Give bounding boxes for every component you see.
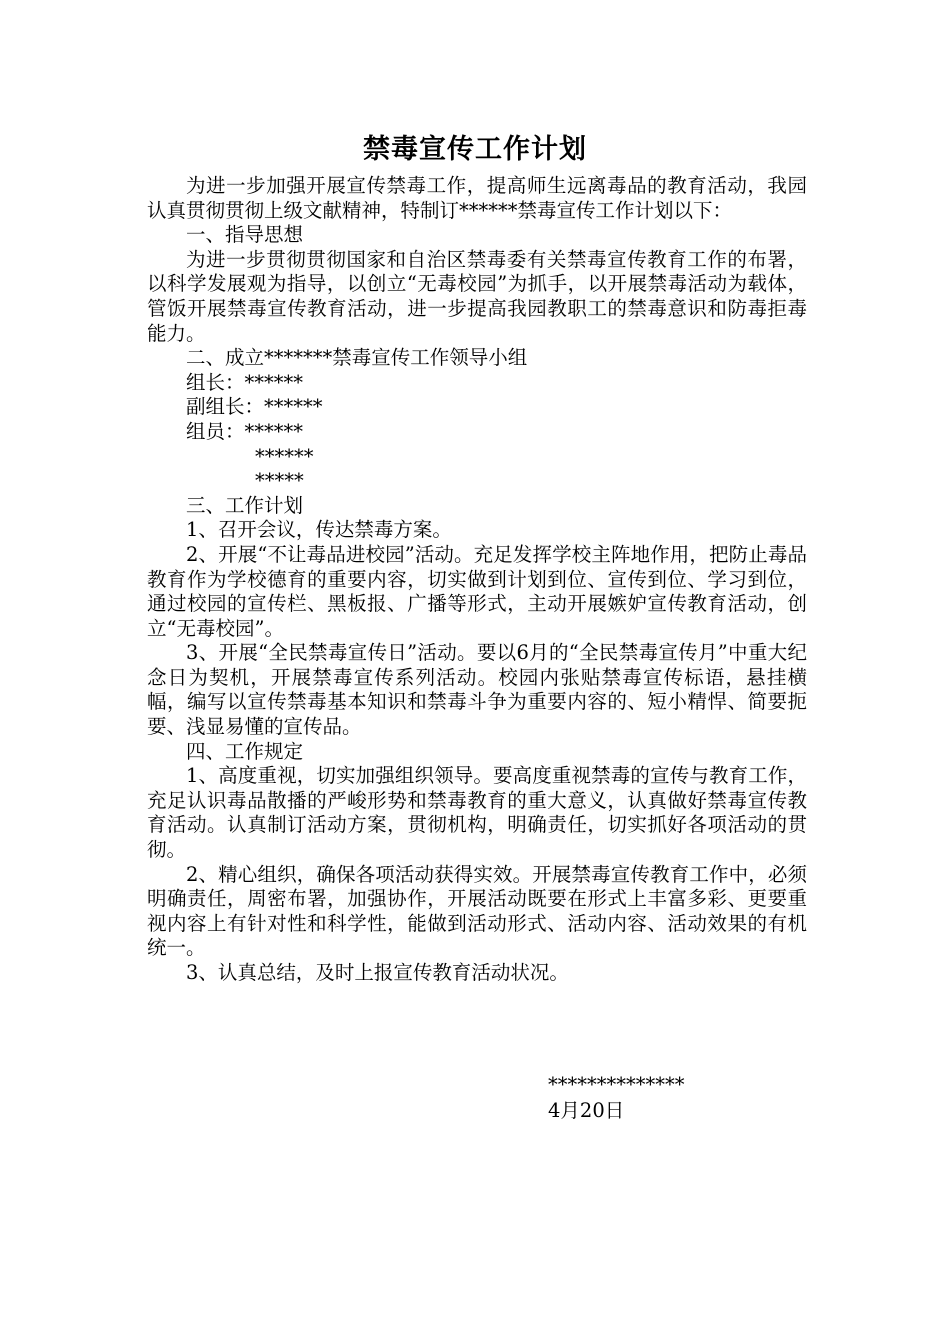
signature-org: ************** — [548, 1073, 685, 1096]
plan-item-3: 3、开展“全民禁毒宣传日”活动。要以6月的“全民禁毒宣传月”中重大纪念日为契机，开展禁毒宣传系列活动。校园内张贴禁毒宣传标语，悬挂横幅，编写以宣传禁毒基本知识和禁毒斗争为重要内容的、短小精悍、简要扼要、浅显易懂的宣传品。 — [147, 641, 807, 739]
guiding-idea-paragraph: 为进一步贯彻贯彻国家和自治区禁毒委有关禁毒宣传教育工作的布署，以科学发展观为指导，以创立“无毒校园”为抓手，以开展禁毒活动为载体，管饭开展禁毒宣传教育活动，进一步提高我园教职工的禁毒意识和防毒拒毒能力。 — [147, 247, 807, 345]
rule-item-3: 3、认真总结，及时上报宣传教育活动状况。 — [186, 961, 569, 984]
rule-item-2: 2、精心组织，确保各项活动获得实效。开展禁毒宣传教育工作中，必须明确责任，周密布署，加强协作，开展活动既要在形式上丰富多彩、更要重视内容上有针对性和科学性，能做到活动形式、活动内容、活动效果的有机统一。 — [147, 862, 807, 960]
signature-block — [548, 1072, 685, 1124]
rule-item-1: 1、高度重视，切实加强组织领导。要高度重视禁毒的宣传与教育工作，充足认识毒品散播的严峻形势和禁毒教育的重大意义，认真做好禁毒宣传教育活动。认真制订活动方案，贯彻机构，明确责任，切实抓好各项活动的贯彻。 — [147, 764, 807, 862]
member-extra-line: ****** — [255, 444, 314, 468]
document-body — [147, 174, 807, 986]
section-heading-leading-group: 二、成立*******禁毒宣传工作领导小组 — [186, 346, 528, 370]
section-heading-work-rules: 四、工作规定 — [186, 739, 304, 763]
document-title: 禁毒宣传工作计划 — [363, 134, 587, 165]
member-extra-line: ***** — [255, 469, 304, 493]
members-line: 组员：****** — [186, 419, 304, 443]
plan-item-1: 1、召开会议，传达禁毒方案。 — [186, 518, 452, 542]
signature-date: 4月20日 — [548, 1099, 625, 1122]
plan-item-2: 2、开展“不让毒品进校园”活动。充足发挥学校主阵地作用，把防止毒品教育作为学校德育的重要内容，切实做到计划到位、宣传到位、学习到位，通过校园的宣传栏、黑板报、广播等形式，主动开展嫉妒宣传教育活动，创立“无毒校园”。 — [147, 542, 807, 640]
section-heading-guiding-idea: 一、指导思想 — [186, 223, 304, 247]
intro-paragraph: 为进一步加强开展宣传禁毒工作，提高师生远离毒品的教育活动，我园认真贯彻贯彻上级文献精神，特制订******禁毒宣传工作计划以下： — [147, 174, 807, 222]
group-leader-line: 组长：****** — [186, 370, 304, 394]
deputy-leader-line: 副组长：****** — [186, 395, 323, 419]
section-heading-work-plan: 三、工作计划 — [186, 493, 304, 517]
